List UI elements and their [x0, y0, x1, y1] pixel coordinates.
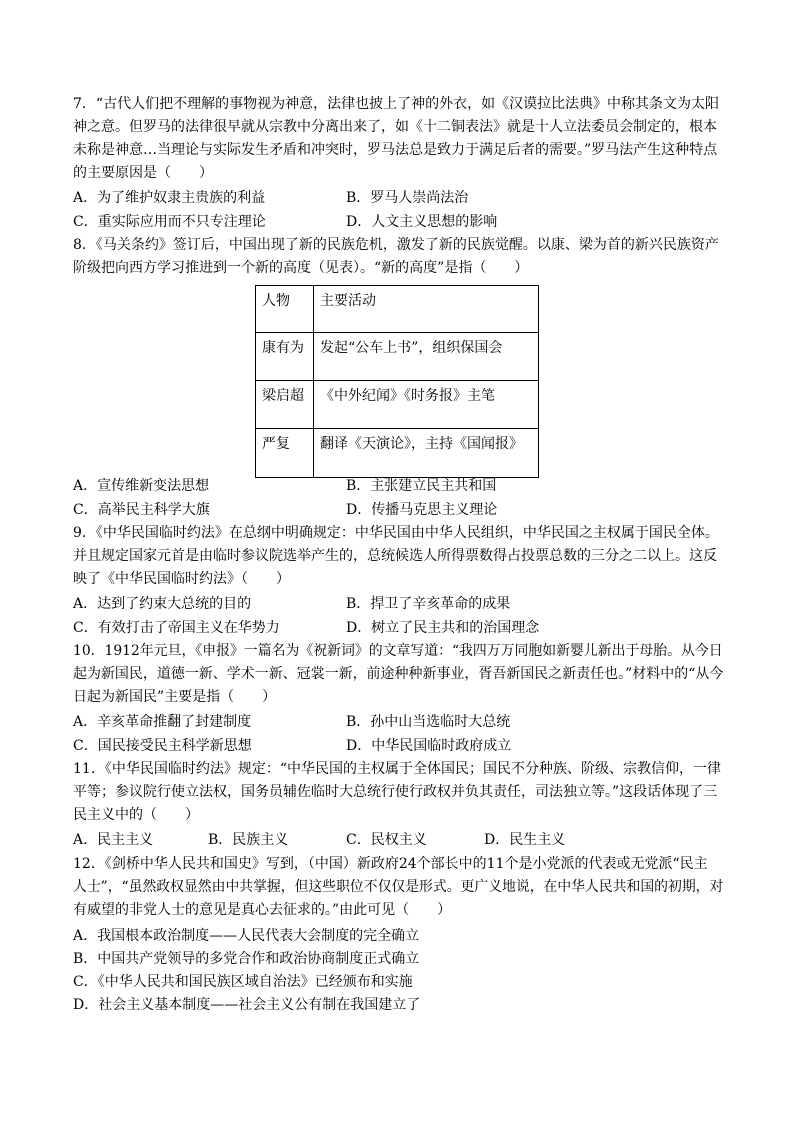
q9-option-a: A．达到了约束大总统的目的	[73, 596, 252, 612]
q10-option-b: B．孙中山当选临时大总统	[346, 714, 511, 730]
q11-option-b: B．民族主义	[208, 832, 289, 848]
q12-option-c: C．《中华人民共和国民族区域自治法》已经颁布和实施	[73, 974, 413, 990]
q8-option-d: D．传播马克思主义理论	[346, 502, 498, 518]
q11-stem-line: 平等；参议院行使立法权，国务员辅佐临时大总统行使行政权并负其责任，司法独立等。”这段话体现了三	[73, 784, 718, 800]
q8-option-b: B．主张建立民主共和国	[346, 478, 497, 494]
q10-option-c: C．国民接受民主科学新思想	[73, 738, 252, 754]
table-cell-person: 梁启超	[256, 381, 314, 429]
q7-option-c: C．重实际应用而不只专注理论	[73, 214, 266, 230]
table-header-activity: 主要活动	[314, 286, 539, 333]
q9-stem-line: 并且规定国家元首是由临时参议院选举产生的，总统候选人所得票数得占投票总数的三分之二以上。这反	[73, 548, 717, 564]
table-row	[256, 429, 539, 478]
table-header-row	[256, 286, 539, 333]
table-cell-person: 严复	[256, 429, 314, 478]
table-row	[256, 381, 539, 429]
q8-table	[255, 285, 539, 478]
table-cell-activity: 翻译《天演论》，主持《国闻报》	[314, 429, 539, 478]
q8-option-a: A．宣传维新变法思想	[73, 478, 210, 494]
q12-stem-line: 12．《剑桥中华人民共和国史》写到，（中国）新政府24个部长中的11个是小党派的代表或无党派“民主	[73, 856, 708, 872]
q10-option-a: A．辛亥革命推翻了封建制度	[73, 714, 252, 730]
q11-option-c: C．民权主义	[346, 832, 427, 848]
q9-stem-line: 映了《中华民国临时约法》（ ）	[73, 571, 290, 587]
q11-stem-line: 11．《中华民国临时约法》规定：“中华民国的主权属于全体国民；国民不分种族、阶级、宗教信仰，一律	[73, 761, 721, 777]
q11-option-a: A．民主主义	[73, 832, 154, 848]
table-cell-person: 康有为	[256, 333, 314, 381]
table-header-person: 人物	[256, 286, 314, 333]
table-row	[256, 333, 539, 381]
q9-option-b: B．捍卫了辛亥革命的成果	[346, 596, 511, 612]
q12-stem-line: 有威望的非党人士的意见是真心去征求的。”由此可见（ ）	[73, 902, 452, 918]
q12-option-a: A．我国根本政治制度——人民代表大会制度的完全确立	[73, 928, 420, 944]
q9-option-c: C．有效打击了帝国主义在华势力	[73, 620, 280, 636]
q12-option-d: D．社会主义基本制度——社会主义公有制在我国建立了	[73, 997, 421, 1013]
q7-option-a: A．为了维护奴隶主贵族的利益	[73, 190, 266, 206]
q8-stem-line: 8．《马关条约》签订后，中国出现了新的民族危机，激发了新的民族觉醒。以康、梁为首的新兴民族资产	[73, 237, 719, 253]
q12-stem-line: 人士”，“虽然政权显然由中共掌握，但这些职位不仅仅是形式。更广义地说，在中华人民共和国的初期，对	[73, 879, 724, 895]
q7-option-b: B．罗马人崇尚法治	[346, 190, 469, 206]
q7-stem-line: 未称是神意…当理论与实际发生矛盾和冲突时，罗马法总是致力于满足后者的需要。”罗马法产生这种特点	[73, 142, 718, 158]
table-cell-activity: 发起“公车上书”，组织保国会	[314, 333, 539, 381]
q10-option-d: D．中华民国临时政府成立	[346, 738, 512, 754]
q7-option-d: D．人文主义思想的影响	[346, 214, 498, 230]
q11-option-d: D．民生主义	[484, 832, 566, 848]
q9-stem-line: 9．《中华民国临时约法》在总纲中明确规定：中华民国由中华人民组织，中华民国之主权属于国民全体。	[73, 525, 719, 541]
q7-stem-line: 7．“古代人们把不理解的事物视为神意，法律也披上了神的外衣，如《汉谟拉比法典》中称其条文为太阳	[73, 96, 720, 112]
q10-stem-line: 日起为新国民”主要是指（ ）	[73, 689, 277, 705]
q7-stem-line: 神之意。但罗马的法律很早就从宗教中分离出来了，如《十二铜表法》就是十人立法委员会制定的，根本	[73, 119, 717, 135]
q8-stem-line: 阶级把向西方学习推进到一个新的高度（见表）。“新的高度”是指（ ）	[73, 260, 529, 276]
q9-option-d: D．树立了民主共和的治国理念	[346, 620, 540, 636]
q10-stem-line: 10．1912年元旦，《申报》一篇名为《祝新词》的文章写道：“我四万万同胞如新婴儿新出于母胎。从今日	[73, 643, 723, 659]
q7-stem-line: 的主要原因是（ ）	[73, 165, 213, 181]
q8-option-c: C．高举民主科学大旗	[73, 502, 210, 518]
q11-stem-line: 民主义中的（ ）	[73, 807, 199, 823]
q12-option-b: B．中国共产党领导的多党合作和政治协商制度正式确立	[73, 951, 420, 967]
q10-stem-line: 起为新国民，道德一新、学术一新、冠裳一新，前途种种新事业，胥吾新国民之新责任也。”材料中的“从今	[73, 666, 724, 682]
table-cell-activity: 《中外纪闻》《时务报》主笔	[314, 381, 539, 429]
